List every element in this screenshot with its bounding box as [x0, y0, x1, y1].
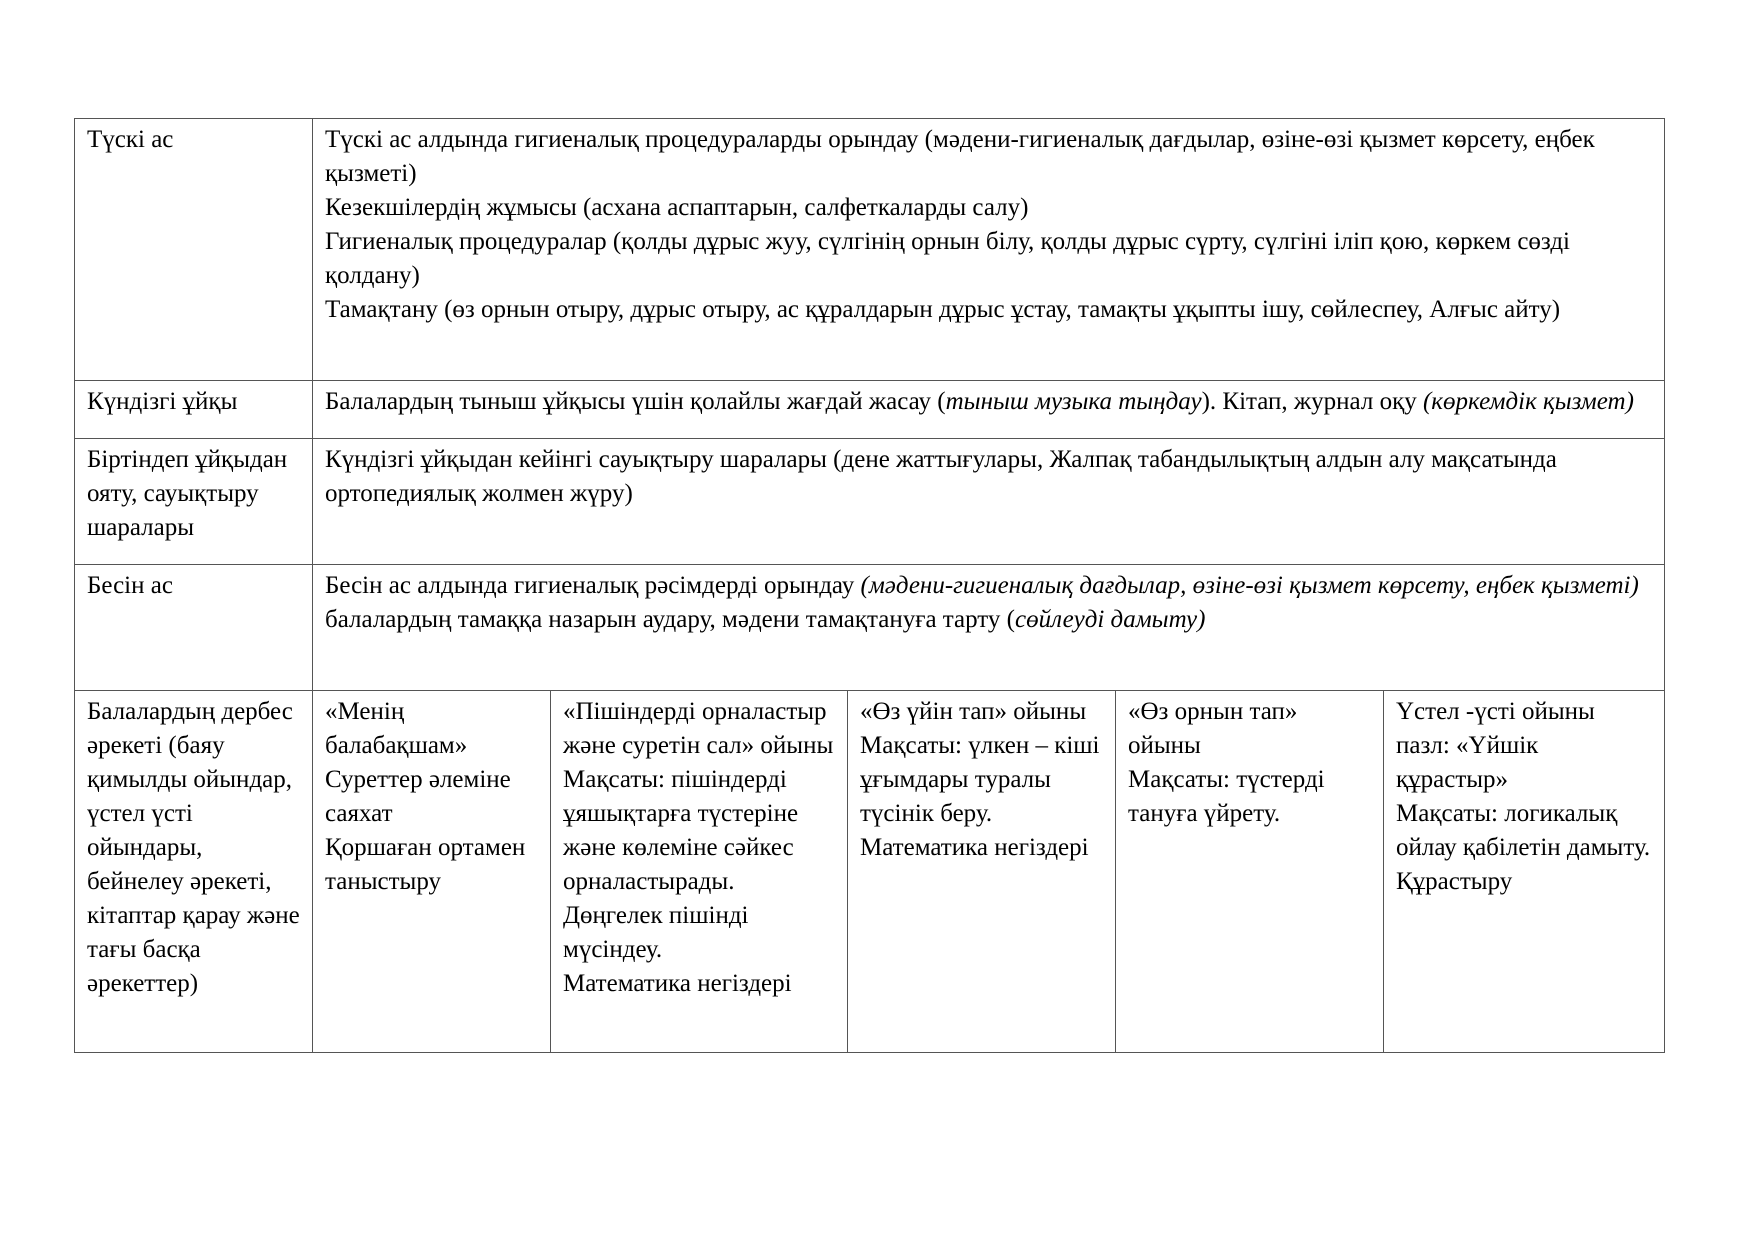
- row-label: Бесін ас: [75, 565, 313, 691]
- content-line: Құрастыру: [1396, 868, 1513, 895]
- content-line: Тамақтану (өз орнын отыру, дұрыс отыру, ас құралдарын дұрыс ұстау, тамақты ұқыпты ішу, сөйлеспеу, Алғыс айту): [325, 296, 1561, 323]
- day-cell: [1384, 691, 1665, 1053]
- content-line: Кезекшілердің жұмысы (асхана аспаптарын, салфеткаларды салу): [325, 194, 1029, 221]
- content-line: Мақсаты: логикалық ойлау қабілетін дамыту.: [1396, 800, 1651, 861]
- row-label: Балалардың дербес әрекеті (баяу қимылды ойындар, үстел үсті ойындары, бейнелеу әрекеті, кітаптар қарау және тағы басқа әрекеттер): [75, 691, 313, 1053]
- content-italic: (мәдени-гигиеналық дағдылар, өзіне-өзі қызмет көрсету, еңбек қызметі): [860, 572, 1639, 599]
- content-italic: тыныш музыка тыңдау: [945, 388, 1202, 415]
- row-label: Біртіндеп ұйқыдан ояту, сауықтыру шаралары: [75, 439, 313, 565]
- daily-schedule-table: [74, 118, 1665, 1053]
- row-content: [313, 119, 1665, 381]
- day-cell: [551, 691, 848, 1053]
- row-label: Түскі ас: [75, 119, 313, 381]
- content-line: Математика негіздері: [860, 834, 1089, 861]
- content-line: Түскі ас алдында гигиеналық процедураларды орындау (мәдени-гигиеналық дағдылар, өзіне-өзі қызмет көрсету, еңбек қызметі): [325, 126, 1595, 187]
- content-line: Үстел -үсті ойыны пазл: «Үйшік құрастыр»: [1396, 698, 1595, 793]
- table-row: [75, 119, 1665, 381]
- content-italic: (көркемдік қызмет): [1422, 388, 1634, 415]
- content-line: Суреттер әлеміне саяхат: [325, 766, 511, 827]
- content-text: Балалардың тыныш ұйқысы үшін қолайлы жағдай жасау (: [325, 388, 946, 415]
- content-line: «Өз үйін тап» ойыны: [860, 698, 1087, 725]
- content-italic: сөйлеуді дамыту): [1014, 606, 1206, 633]
- content-text: Бесін ас алдында гигиеналық рәсімдерді орындау: [325, 572, 861, 599]
- content-line: Мақсаты: түстерді тануға үйрету.: [1128, 766, 1325, 827]
- row-content: [313, 381, 1665, 439]
- content-line: Дөңгелек пішінді мүсіндеу.: [563, 902, 749, 963]
- content-text: ). Кітап, журнал оқу: [1201, 388, 1423, 415]
- row-content: [313, 565, 1665, 691]
- content-line: «Пішіндерді орналастыр және суретін сал» ойыны: [563, 698, 834, 759]
- day-cell: [313, 691, 551, 1053]
- row-label: Күндізгі ұйқы: [75, 381, 313, 439]
- content-text: балалардың тамаққа назарын аудару, мәдени тамақтануға тарту (: [325, 606, 1015, 633]
- content-line: Мақсаты: пішіндерді ұяшықтарға түстеріне және көлеміне сәйкес орналастырады.: [563, 766, 799, 895]
- table-row: [75, 381, 1665, 439]
- day-cell: [848, 691, 1116, 1053]
- content-line: Гигиеналық процедуралар (қолды дұрыс жуу, сүлгінің орнын білу, қолды дұрыс сүрту, сүлгіні іліп қою, көркем сөзді қолдану): [325, 228, 1571, 289]
- table-row: [75, 439, 1665, 565]
- content-line: Математика негіздері: [563, 970, 792, 997]
- content-line: Мақсаты: үлкен – кіші ұғымдары туралы түсінік беру.: [860, 732, 1100, 827]
- content-line: «Өз орнын тап» ойыны: [1128, 698, 1298, 759]
- table-row: [75, 691, 1665, 1053]
- content-line: «Менің балабақшам»: [325, 698, 468, 759]
- table-row: [75, 565, 1665, 691]
- day-cell: [1116, 691, 1384, 1053]
- content-line: Қоршаған ортамен таныстыру: [325, 834, 526, 895]
- row-content: Күндізгі ұйқыдан кейінгі сауықтыру шаралары (дене жаттығулары, Жалпақ табандылықтың алдын алу мақсатында ортопедиялық жолмен жүру): [313, 439, 1665, 565]
